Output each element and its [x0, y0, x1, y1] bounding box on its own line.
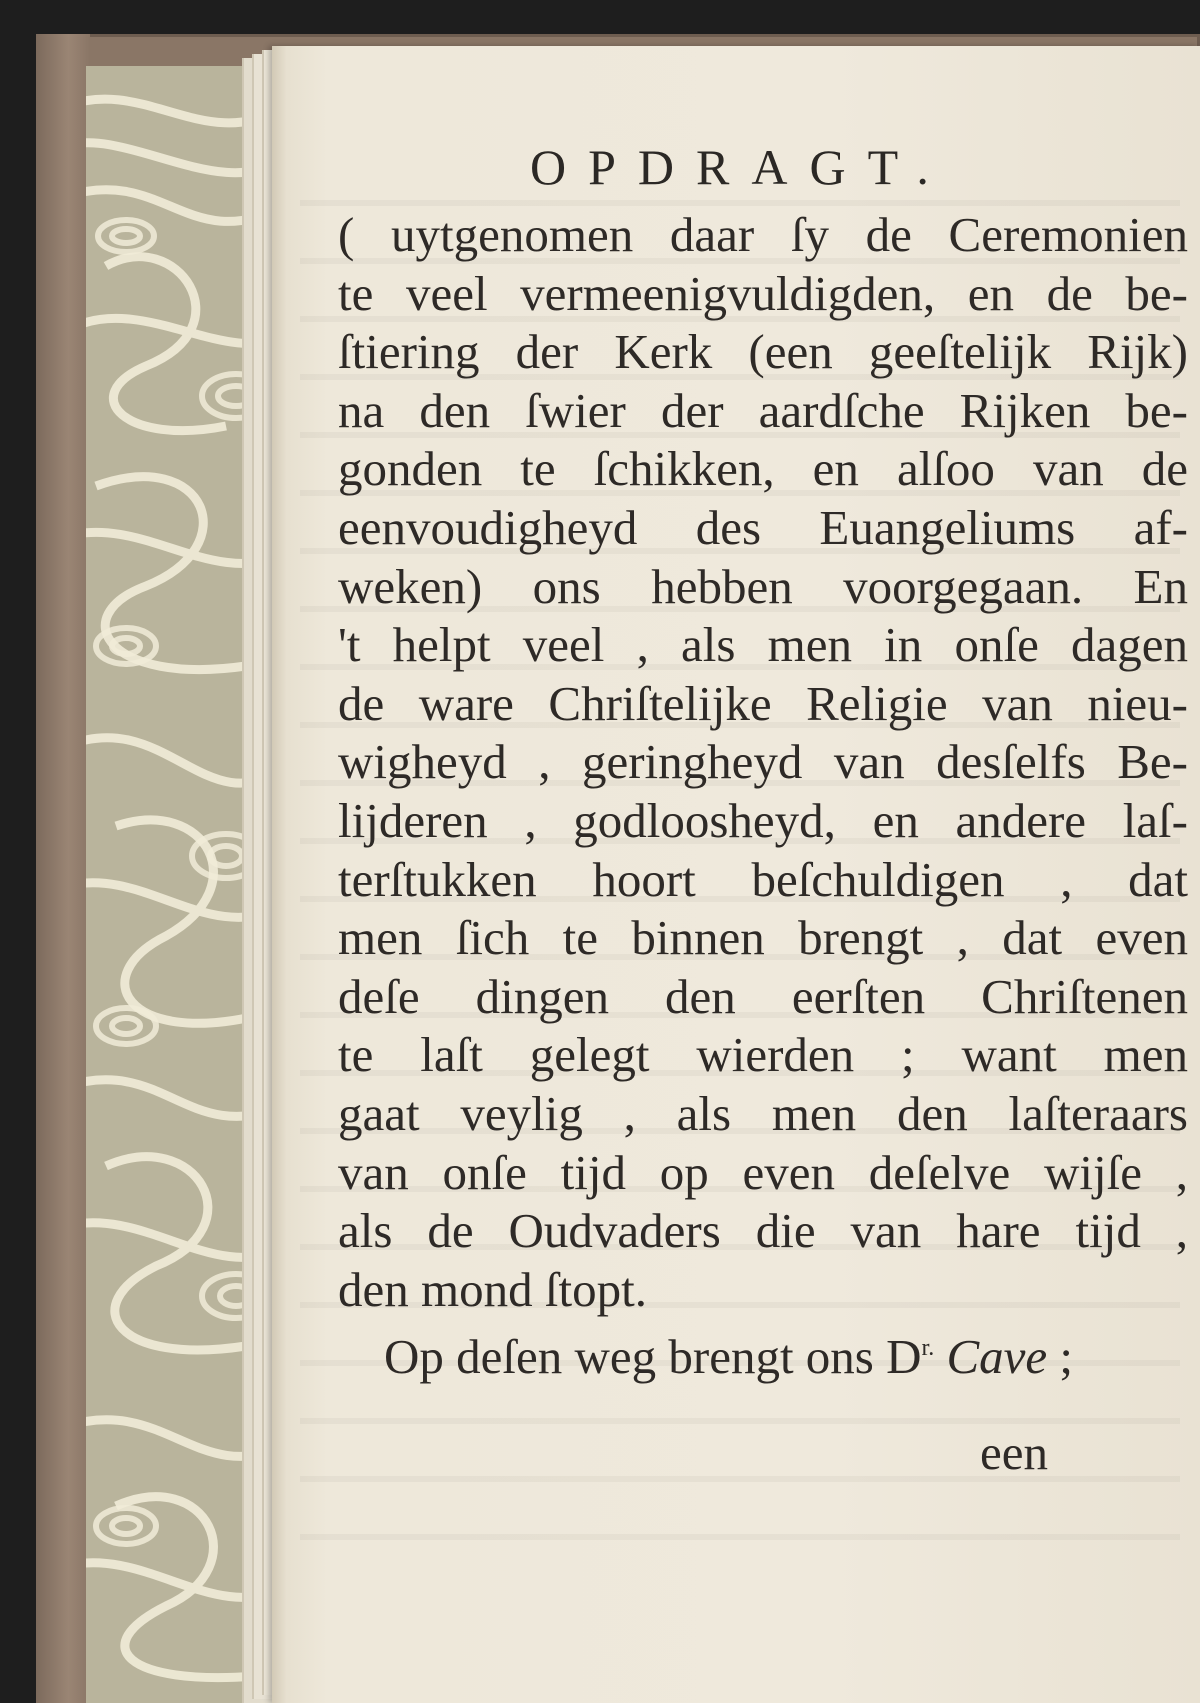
- text-line: te laſt gelegt wierden ; want men: [338, 1027, 1188, 1083]
- text-line: ( uytgenomen daar ſy de Ceremonien: [338, 207, 1188, 262]
- text-line: lijderen , godloosheyd, en andere laſ-: [338, 792, 1188, 848]
- marbled-endpaper: [86, 66, 266, 1703]
- text-fragment: ;: [1047, 1329, 1074, 1385]
- text-line: wigheyd , geringheyd van desſelfs Be-: [338, 734, 1188, 790]
- catchword: een: [980, 1425, 1048, 1480]
- text-line: eenvoudigheyd des Euangeliums af-: [338, 499, 1188, 555]
- text-line: den mond ſtopt.: [338, 1261, 647, 1317]
- text-line: de ware Chriſtelijke Religie van nieu-: [338, 675, 1188, 731]
- text-line: terſtukken hoort beſchuldigen , dat: [338, 851, 1188, 907]
- text-line-paragraph-start: [338, 1319, 1188, 1385]
- text-line: men ſich te binnen brengt , dat even: [338, 910, 1188, 966]
- text-line: weken) ons hebben voorgegaan. En: [338, 558, 1188, 614]
- running-head: OPDRAGT.: [530, 139, 951, 195]
- text-line: van onſe tijd op even deſelve wijſe ,: [338, 1144, 1188, 1200]
- text-line: als de Oudvaders die van hare tijd ,: [338, 1203, 1188, 1259]
- italic-name: Cave: [946, 1329, 1048, 1385]
- text-line: deſe dingen den eerſten Chriſtenen: [338, 968, 1188, 1024]
- text-line: 't helpt veel , als men in onſe dagen: [338, 617, 1188, 673]
- marbled-pattern: [86, 66, 266, 1703]
- page-gutter: [272, 46, 286, 1703]
- book-spine: [36, 34, 90, 1703]
- body-text: [338, 206, 1188, 1385]
- superscript: r.: [921, 1335, 935, 1362]
- text-line: na den ſwier der aardſche Rijken be-: [338, 382, 1188, 438]
- text-line: gonden te ſchikken, en alſoo van de: [338, 441, 1188, 497]
- text-fragment: Op deſen weg brengt ons D: [384, 1329, 922, 1385]
- text-line: gaat veylig , als men den laſteraars: [338, 1085, 1188, 1141]
- text-line: ſtiering der Kerk (een geeſtelijk Rijk): [338, 324, 1188, 380]
- text-line: te veel vermeenigvuldigden, en de be-: [338, 265, 1188, 321]
